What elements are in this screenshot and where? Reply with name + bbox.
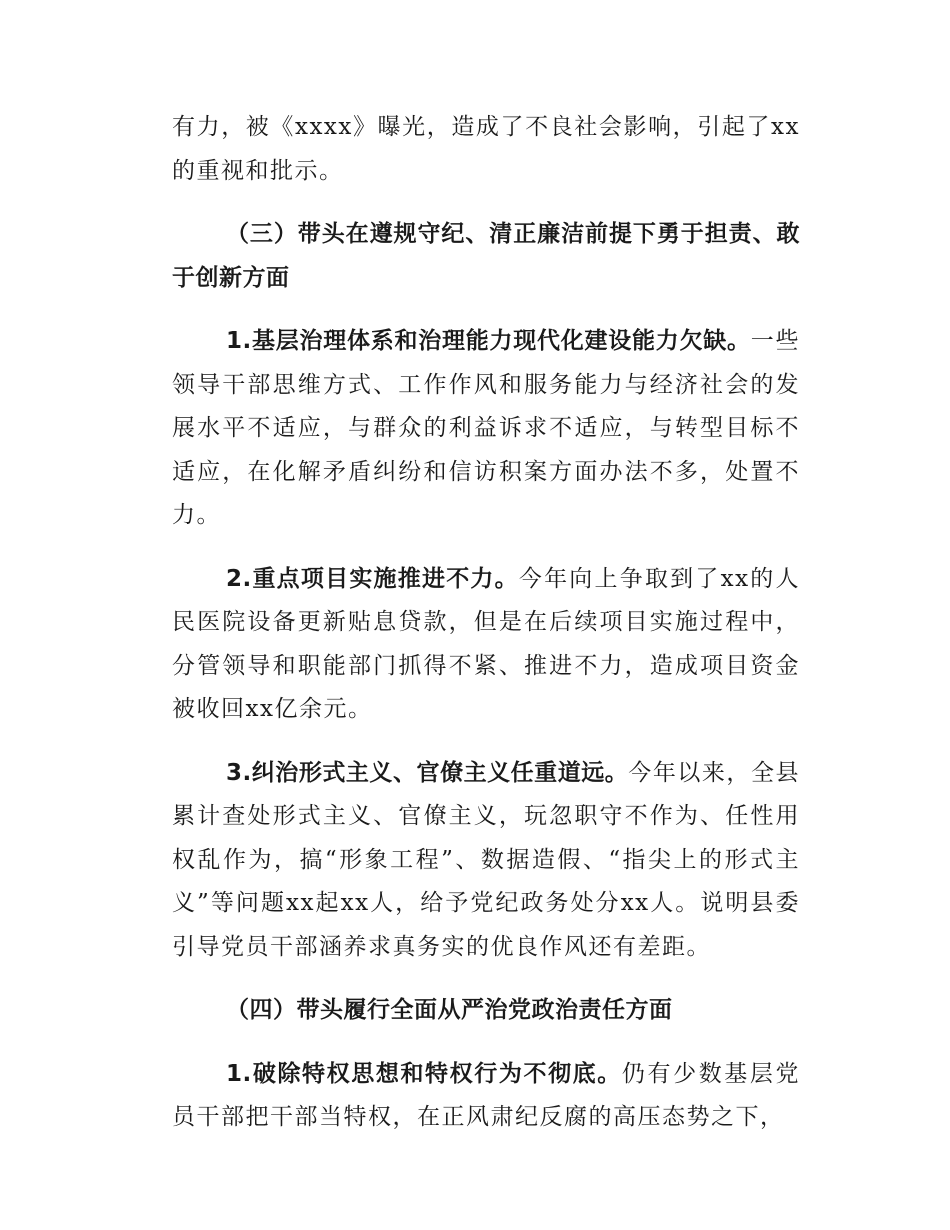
item-title: 3.纠治形式主义、官僚主义任重道远。: [226, 759, 629, 786]
paragraph-3-2: [172, 558, 800, 732]
paragraph-3-3: [172, 752, 800, 970]
paragraph-continuation: 有力，被《xxxx》曝光，造成了不良社会影响，引起了xx的重视和批示。: [172, 114, 800, 184]
item-body: 今年向上争取到了xx的人民医院设备更新贴息贷款，但是在后续项目实施过程中，分管领导和职能部门抓得不紧、推进不力，造成项目资金被收回xx亿余元。: [172, 565, 800, 722]
item-title: 1.破除特权思想和特权行为不彻底。: [226, 1060, 622, 1087]
item-body: 仍有少数基层党员干部把干部当特权，在正风肃纪反腐的高压态势之下，: [172, 1060, 801, 1130]
paragraph-4-1: [172, 1053, 800, 1140]
paragraph-3-1: [172, 320, 800, 538]
item-body: 今年以来，全县累计查处形式主义、官僚主义，玩忽职守不作为、任性用权乱作为，搞“形象工程”、数据造假、“指尖上的形式主义”等问题xx起xx人，给予党纪政务处分xx人。说明县委引导党员干部涵养求真务实的优良作风还有差距。: [172, 759, 800, 960]
item-body: 一些领导干部思维方式、工作作风和服务能力与经济社会的发展水平不适应，与群众的利益诉求不适应，与转型目标不适应，在化解矛盾纠纷和信访积案方面办法不多，处置不力。: [172, 328, 800, 528]
item-title: 1.基层治理体系和治理能力现代化建设能力欠缺。: [226, 328, 751, 354]
item-title: 2.重点项目实施推进不力。: [226, 565, 519, 592]
section-heading-3: （三）带头在遵规守纪、清正廉洁前提下勇于担责、敢于创新方面: [172, 221, 800, 291]
section-heading-4: （四）带头履行全面从严治党政治责任方面: [226, 997, 673, 1023]
document-page: [172, 106, 800, 1140]
